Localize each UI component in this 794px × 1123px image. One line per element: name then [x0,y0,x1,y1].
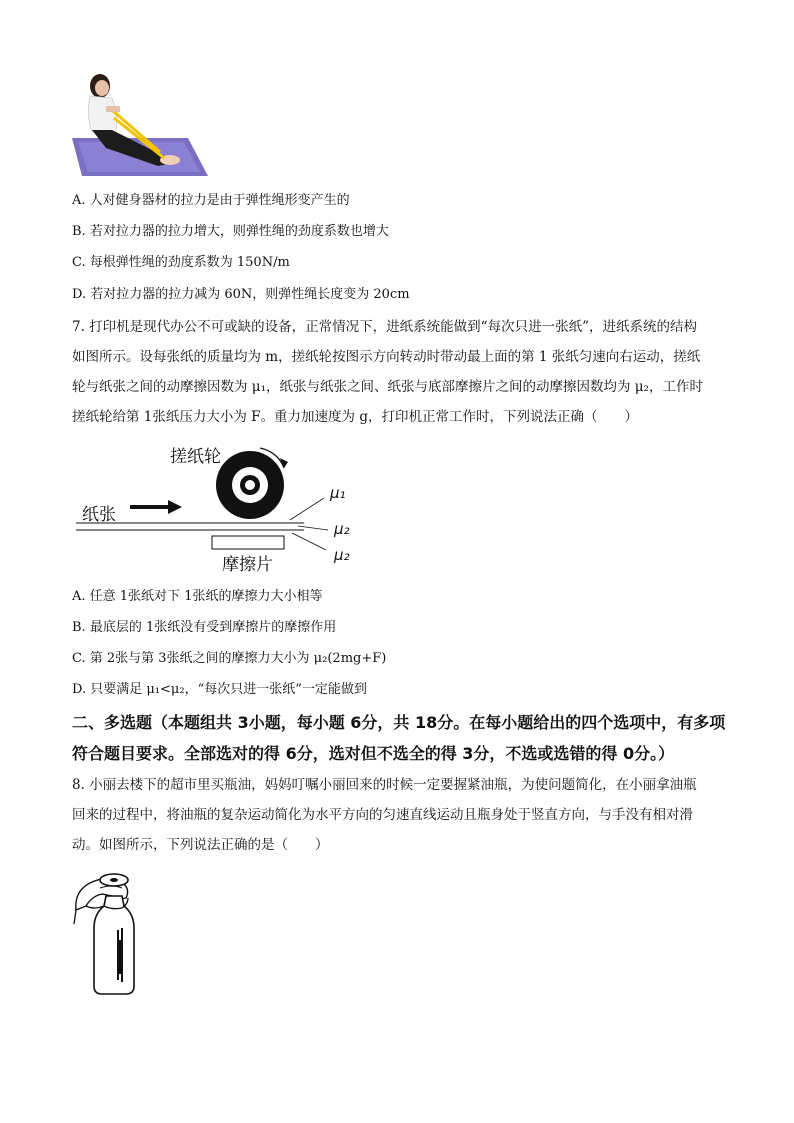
q7-option-b: B. 最底层的 1张纸没有受到摩擦片的摩擦作用 [72,620,337,635]
cap-center [110,878,118,882]
q8-line-2: 回来的过程中，将油瓶的复杂运动简化为水平方向的匀速直线运动且瓶身处于竖直方向，与手没有相对滑 [72,807,693,823]
q7-option-a: A. 任意 1张纸对下 1张纸的摩擦力大小相等 [72,589,323,604]
mu1-label: μ₁ [330,484,346,502]
q7-option-c: C. 第 2张与第 3张纸之间的摩擦力大小为 μ₂(2mg+F) [72,651,387,666]
roller-axle [245,480,255,490]
q6-option-a: A. 人对健身器材的拉力是由于弹性绳形变产生的 [72,193,350,208]
mu2b-leader [292,533,326,550]
q8-line-1: 8. 小丽去楼下的超市里买瓶油，妈妈叮嘱小丽回来的时候一定要握紧油瓶，为使问题简化，在小丽拿油瓶 [72,777,697,793]
pad-label: 摩擦片 [222,555,273,575]
fitness-photo [72,66,208,178]
q8-line-3: 动。如图所示，下列说法正确的是（ ） [72,837,329,853]
question-7-stem [72,312,722,432]
arm [74,910,76,924]
paper-label: 纸张 [82,505,116,525]
q7-line-2: 如图所示。设每张纸的质量均为 m，搓纸轮按图示方向转动时带动最上面的第 1 张纸匀速向右运动，搓纸 [72,349,701,365]
q6-option-b: B. 若对拉力器的拉力增大，则弹性绳的劲度系数也增大 [72,224,389,239]
q7-line-1: 7. 打印机是现代办公不可或缺的设备，正常情况下，进纸系统能做到“每次只进一张纸”，进纸系统的结构 [72,319,697,335]
mu1-leader [290,498,324,520]
feed-arrow [130,505,168,509]
mu2a-leader [298,526,328,530]
bottle-body [94,896,134,994]
mu2a-label: μ₂ [334,520,350,538]
section-2-heading [72,707,725,769]
friction-pad [212,536,284,549]
oil-bottle-figure [72,870,144,996]
roller-label: 搓纸轮 [170,447,221,467]
q6-option-d: D. 若对拉力器的拉力减为 60N，则弹性绳长度变为 20cm [72,287,410,302]
question-8-stem [72,770,722,860]
mu2b-label: μ₂ [334,546,350,564]
paper-feed-diagram [72,436,372,578]
q7-line-4: 搓纸轮给第 1张纸压力大小为 F。重力加速度为 g，打印机正常工作时，下列说法正确（ ） [72,409,638,425]
section-2-line-2: 符合题目要求。全部选对的得 6分，选对但不选全的得 3分，不选或选错的得 0分。） [72,744,675,763]
q7-line-3: 轮与纸张之间的动摩擦因数为 μ₁，纸张与纸张之间、纸张与底部摩擦片之间的动摩擦因数均为 μ₂，工作时 [72,379,703,395]
feed-arrowhead [168,500,182,514]
q6-option-c: C. 每根弹性绳的劲度系数为 150N/m [72,255,290,270]
section-2-line-1: 二、多选题（本题组共 3小题，每小题 6分，共 18分。在每小题给出的四个选项中，有多项 [72,713,726,732]
q7-option-d: D. 只要满足 μ₁<μ₂，“每次只进一张纸”一定能做到 [72,682,367,697]
